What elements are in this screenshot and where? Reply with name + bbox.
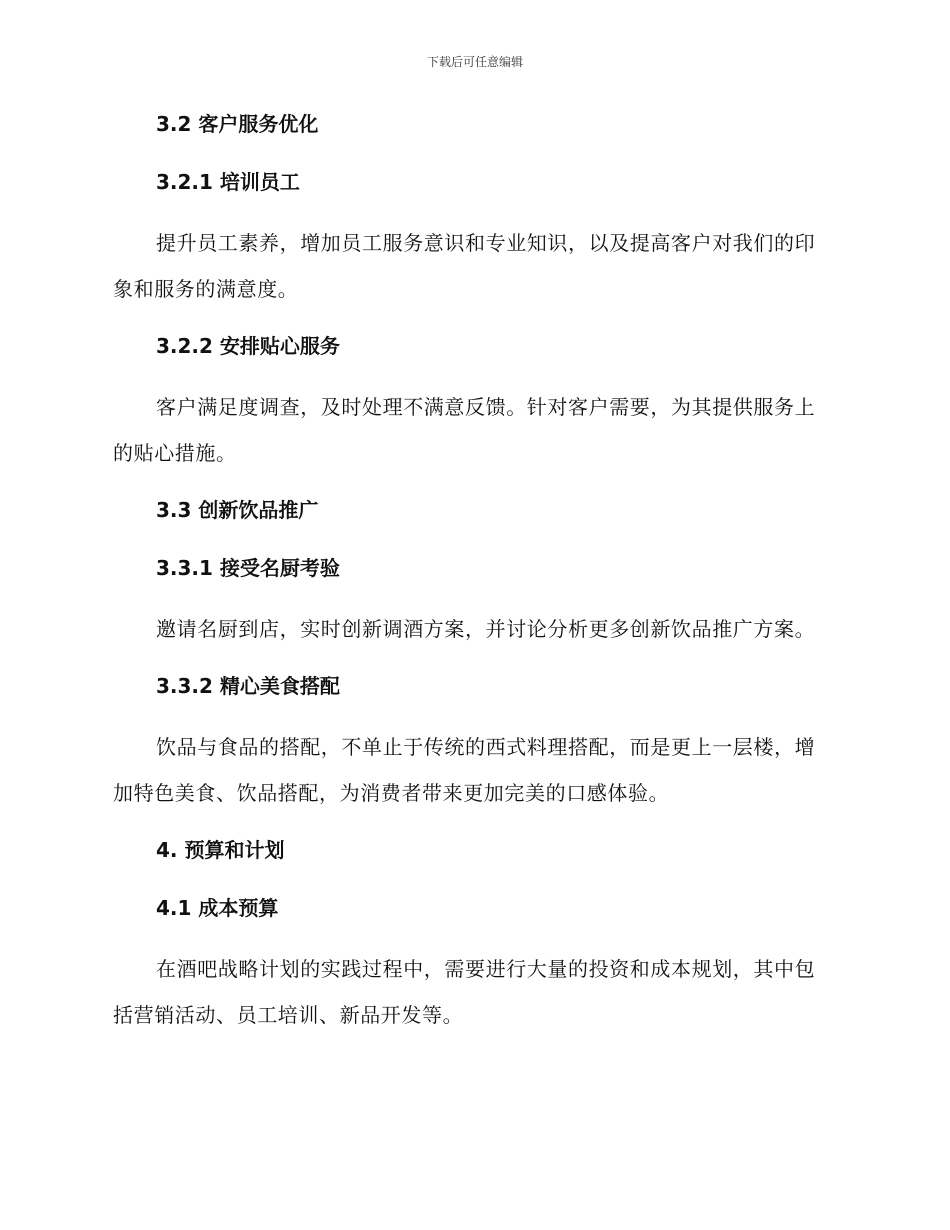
paragraph-chef: 邀请名厨到店，实时创新调酒方案，并讨论分析更多创新饮品推广方案。 [156, 617, 816, 641]
document-body [113, 110, 833, 1058]
paragraph-service: 客户满足度调查，及时处理不满意反馈。针对客户需要，为其提供服务上的贴心措施。 [113, 395, 816, 465]
section-heading-3-2-1: 3.2.1 培训员工 [156, 170, 300, 194]
section-heading-3-2: 3.2 客户服务优化 [156, 112, 319, 136]
paragraph-training: 提升员工素养，增加员工服务意识和专业知识，以及提高客户对我们的印象和服务的满意度。 [113, 231, 816, 301]
paragraph-food-pairing: 饮品与食品的搭配，不单止于传统的西式料理搭配，而是更上一层楼，增加特色美食、饮品搭配，为消费者带来更加完美的口感体验。 [113, 735, 816, 805]
page-header: 下载后可任意编辑 [426, 55, 523, 69]
section-heading-3-2-2: 3.2.2 安排贴心服务 [156, 334, 340, 358]
section-heading-3-3: 3.3 创新饮品推广 [156, 498, 319, 522]
section-heading-4-1: 4.1 成本预算 [156, 896, 279, 920]
section-heading-3-3-2: 3.3.2 精心美食搭配 [156, 674, 340, 698]
paragraph-budget: 在酒吧战略计划的实践过程中，需要进行大量的投资和成本规划，其中包括营销活动、员工培训、新品开发等。 [113, 957, 816, 1027]
section-heading-3-3-1: 3.3.1 接受名厨考验 [156, 556, 340, 580]
section-heading-4: 4. 预算和计划 [156, 838, 285, 862]
